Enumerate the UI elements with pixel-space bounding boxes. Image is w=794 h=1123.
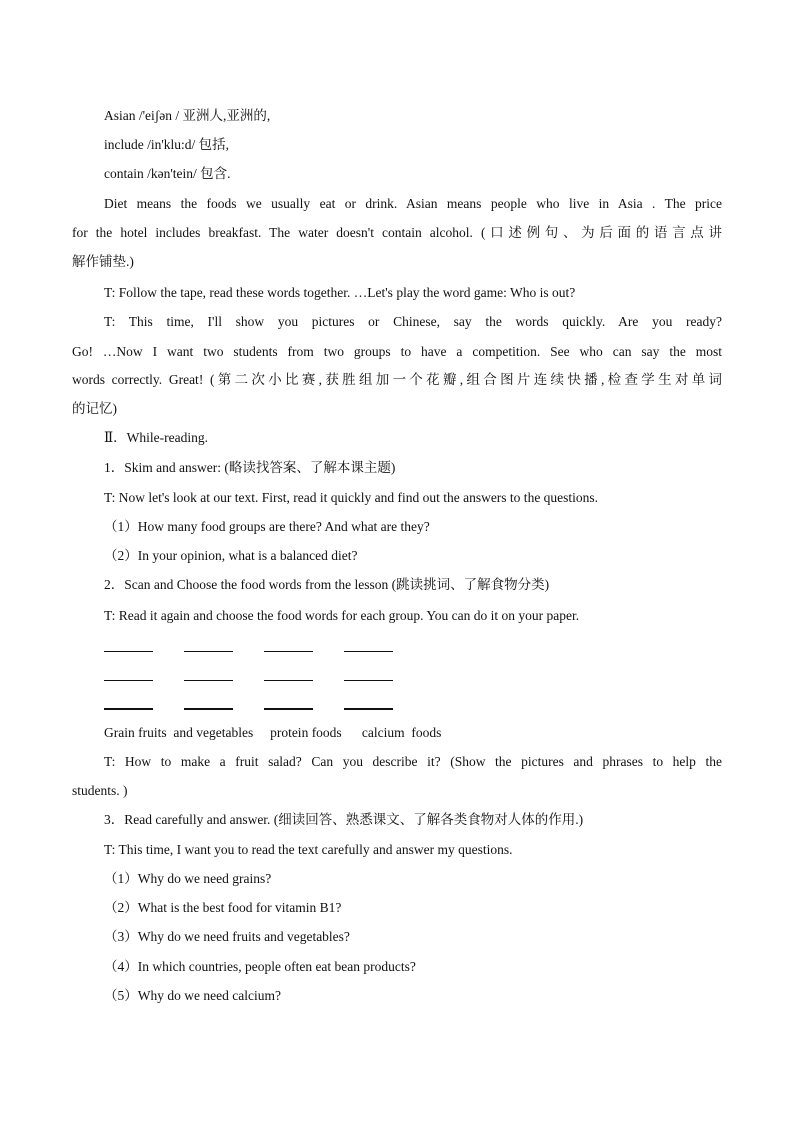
answer-blank <box>264 651 313 652</box>
answer-blank <box>104 651 153 652</box>
pictures-paragraph-line-1: T: This time, I'll show you pictures or Chinese, say the words quickly. Are you ready? <box>104 314 722 329</box>
answer-blank <box>184 708 233 710</box>
diet-paragraph-line-1: Diet means the foods we usually eat or drink. Asian means people who live in Asia . The price <box>104 196 722 211</box>
step-1-question-2: （2）In your opinion, what is a balanced diet? <box>104 548 358 563</box>
vocab-contain: contain /kən'tein/ 包含. <box>104 166 231 181</box>
step-3-question-4: （4）In which countries, people often eat bean products? <box>104 959 416 974</box>
answer-blank <box>104 680 153 681</box>
diet-paragraph-line-2: for the hotel includes breakfast. The water doesn't contain alcohol. (口述例句、为后面的语言点讲 <box>72 225 722 240</box>
vocab-include: include /in'klu:d/ 包括, <box>104 137 230 152</box>
salad-paragraph-line-2: students. ) <box>72 783 128 798</box>
answer-blank <box>344 680 393 681</box>
answer-blank <box>184 680 233 681</box>
pictures-paragraph-line-3: words correctly. Great! (第二次小比赛,获胜组加一个花瓣,组合图片连续快播,检查学生对单词 <box>72 372 722 387</box>
answer-blank <box>344 708 393 710</box>
step-2-heading: 2．Scan and Choose the food words from the lesson (跳读挑词、了解食物分类) <box>104 577 550 592</box>
answer-blank <box>104 708 153 710</box>
step-3-instruction: T: This time, I want you to read the text carefully and answer my questions. <box>104 842 513 857</box>
vocab-asian: Asian /'eiʃən / 亚洲人,亚洲的, <box>104 108 271 123</box>
answer-blank <box>264 680 313 681</box>
step-3-question-3: （3）Why do we need fruits and vegetables? <box>104 929 350 944</box>
step-2-instruction: T: Read it again and choose the food words for each group. You can do it on your paper. <box>104 608 580 623</box>
step-3-heading: 3．Read carefully and answer. (细读回答、熟悉课文、了解各类食物对人体的作用.) <box>104 812 584 827</box>
pictures-paragraph-line-4: 的记忆) <box>72 401 117 416</box>
step-1-question-1: （1）How many food groups are there? And what are they? <box>104 519 430 534</box>
section-heading-while-reading: Ⅱ．While-reading. <box>104 430 209 445</box>
answer-blank <box>184 651 233 652</box>
answer-blank <box>264 708 313 710</box>
step-3-question-2: （2）What is the best food for vitamin B1? <box>104 900 342 915</box>
step-1-heading: 1．Skim and answer: (略读找答案、了解本课主题) <box>104 460 396 475</box>
diet-paragraph-line-3: 解作铺垫.) <box>72 254 134 269</box>
food-group-labels: Grain fruits and vegetables protein foods calcium foods <box>104 725 442 740</box>
tape-instruction: T: Follow the tape, read these words together. …Let's play the word game: Who is out? <box>104 285 576 300</box>
step-3-question-5: （5）Why do we need calcium? <box>104 988 281 1003</box>
step-1-instruction: T: Now let's look at our text. First, read it quickly and find out the answers to the questions. <box>104 490 599 505</box>
pictures-paragraph-line-2: Go! …Now I want two students from two groups to have a competition. See who can say the most <box>72 344 722 359</box>
answer-blank <box>344 651 393 652</box>
step-3-question-1: （1）Why do we need grains? <box>104 871 272 886</box>
salad-paragraph-line-1: T: How to make a fruit salad? Can you describe it? (Show the pictures and phrases to help the <box>104 754 722 769</box>
